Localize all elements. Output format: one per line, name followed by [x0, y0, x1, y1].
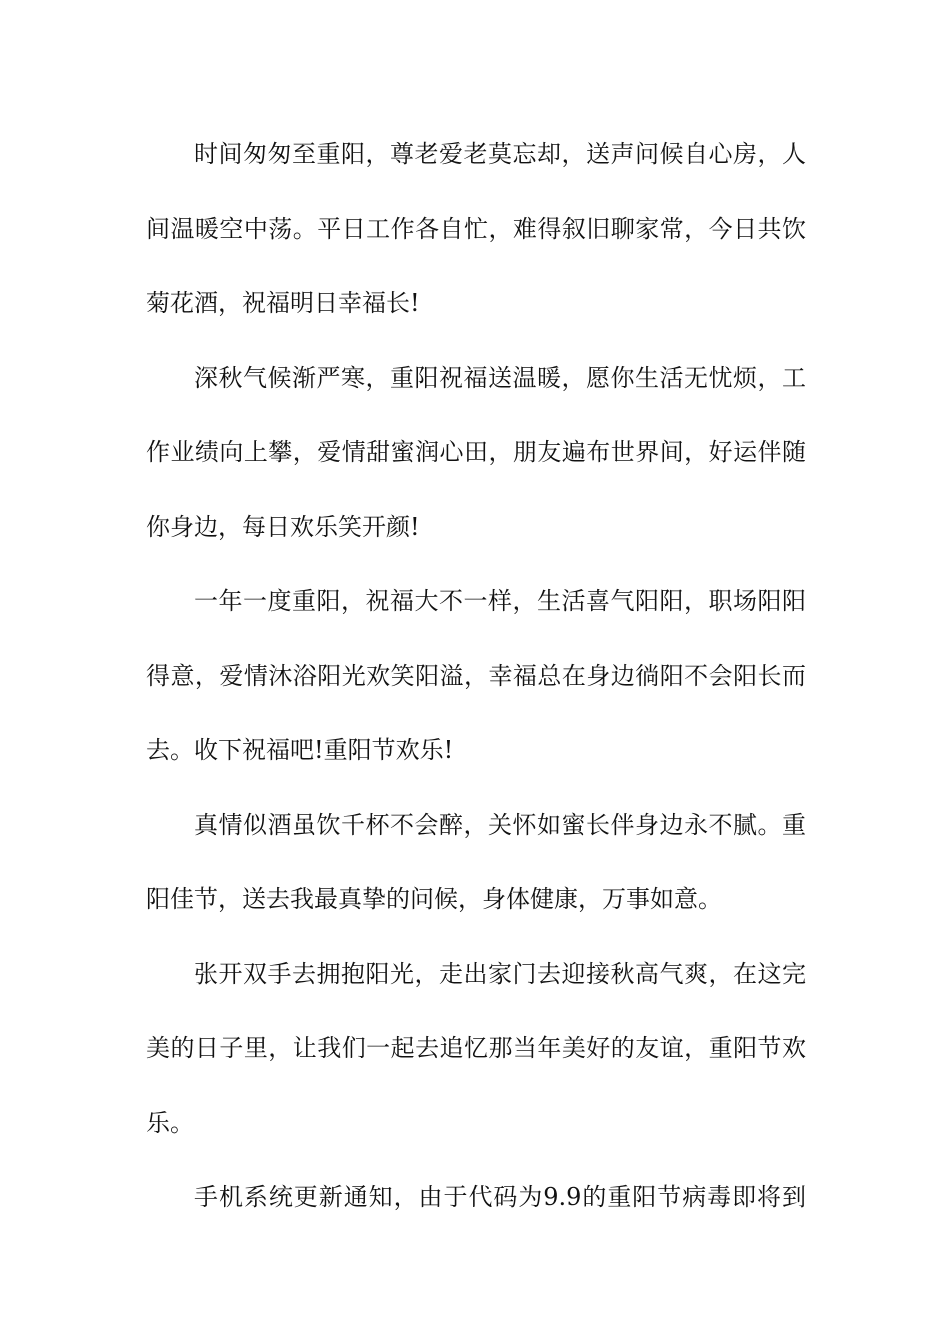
paragraph-line: 一年一度重阳，祝福大不一样，生活喜气阳阳，职场阳阳 [194, 587, 806, 615]
paragraph-6 [146, 1172, 806, 1247]
paragraph-3 [146, 576, 806, 800]
paragraph-line: 真情似酒虽饮千杯不会醉，关怀如蜜长伴身边永不腻。重 [194, 810, 806, 839]
paragraph-2 [146, 353, 806, 577]
paragraph-1 [146, 129, 806, 353]
paragraph-line: 深秋气候渐严寒，重阳祝福送温暖，愿你生活无忧烦，工 [194, 363, 806, 392]
paragraph-line: 阳佳节，送去我最真挚的问候，身体健康，万事如意。 [146, 885, 722, 913]
paragraph-line: 美的日子里，让我们一起去追忆那当年美好的友谊，重阳节欢 [146, 1034, 806, 1062]
paragraph-line: 时间匆匆至重阳，尊老爱老莫忘却，送声问候自心房，人 [194, 140, 806, 168]
paragraph-line: 张开双手去拥抱阳光，走出家门去迎接秋高气爽，在这完 [194, 959, 806, 988]
paragraph-5 [146, 949, 806, 1173]
paragraph-line: 间温暖空中荡。平日工作各自忙，难得叙旧聊家常，今日共饮 [146, 214, 806, 243]
paragraph-line: 去。收下祝福吧!重阳节欢乐! [146, 736, 454, 764]
paragraph-line: 菊花酒，祝福明日幸福长! [146, 289, 420, 317]
paragraph-line: 手机系统更新通知，由于代码为9.9的重阳节病毒即将到 [194, 1183, 806, 1211]
paragraph-line: 乐。 [146, 1108, 194, 1137]
paragraph-line: 你身边，每日欢乐笑开颜! [146, 512, 420, 541]
document-body [146, 129, 806, 1247]
paragraph-4 [146, 800, 806, 949]
paragraph-line: 作业绩向上攀，爱情甜蜜润心田，朋友遍布世界间，好运伴随 [146, 438, 806, 466]
paragraph-line: 得意，爱情沐浴阳光欢笑阳溢，幸福总在身边徜阳不会阳长而 [146, 661, 806, 690]
